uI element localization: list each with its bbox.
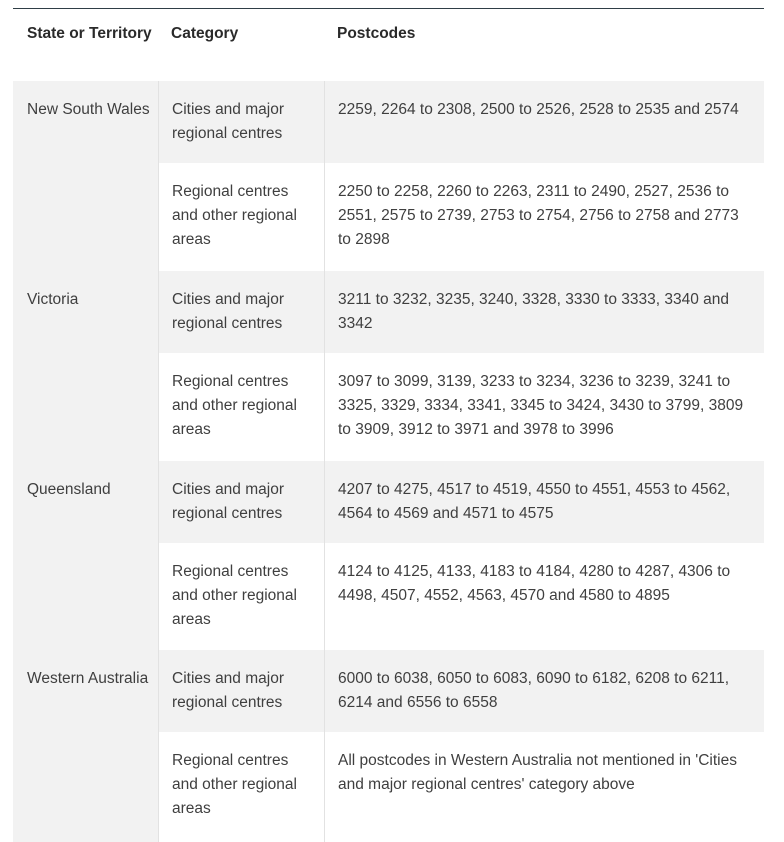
header-postcodes: Postcodes <box>337 25 416 42</box>
postcodes-cell: All postcodes in Western Australia not mentioned in 'Cities and major regional centres' category above <box>324 732 764 842</box>
postcodes-cell: 2259, 2264 to 2308, 2500 to 2526, 2528 to 2535 and 2574 <box>324 81 764 163</box>
category-cell: Regional centres and other regional areas <box>158 353 324 461</box>
postcodes-cell: 2250 to 2258, 2260 to 2263, 2311 to 2490, 2527, 2536 to 2551, 2575 to 2739, 2753 to 2754, 2756 to 2758 and 2773 to 2898 <box>324 163 764 271</box>
state-cell: Victoria <box>27 291 79 308</box>
state-cell: New South Wales <box>27 101 150 118</box>
table-row <box>158 81 764 163</box>
table-row <box>158 543 764 650</box>
category-cell: Cities and major regional centres <box>158 650 324 732</box>
state-group-wa <box>13 650 764 842</box>
table-row <box>158 732 764 842</box>
table-row <box>158 163 764 271</box>
category-cell: Regional centres and other regional areas <box>158 163 324 271</box>
category-cell: Cities and major regional centres <box>158 271 324 353</box>
category-cell: Regional centres and other regional areas <box>158 543 324 650</box>
postcode-table <box>13 8 764 842</box>
state-group-nsw <box>13 81 764 271</box>
header-category: Category <box>171 25 239 42</box>
category-cell: Cities and major regional centres <box>158 81 324 163</box>
postcodes-cell: 4207 to 4275, 4517 to 4519, 4550 to 4551, 4553 to 4562, 4564 to 4569 and 4571 to 4575 <box>324 461 764 543</box>
category-cell: Cities and major regional centres <box>158 461 324 543</box>
table-row <box>158 353 764 461</box>
table-row <box>158 271 764 353</box>
state-cell: Western Australia <box>27 670 149 687</box>
table-row <box>158 461 764 543</box>
postcodes-cell: 6000 to 6038, 6050 to 6083, 6090 to 6182, 6208 to 6211, 6214 and 6556 to 6558 <box>324 650 764 732</box>
state-group-qld <box>13 461 764 650</box>
table-header-row <box>13 9 764 81</box>
state-cell: Queensland <box>27 481 111 498</box>
table-row <box>158 650 764 732</box>
header-state: State or Territory <box>27 25 152 42</box>
state-group-vic <box>13 271 764 461</box>
postcodes-cell: 4124 to 4125, 4133, 4183 to 4184, 4280 to 4287, 4306 to 4498, 4507, 4552, 4563, 4570 and 4580 to 4895 <box>324 543 764 650</box>
postcodes-cell: 3211 to 3232, 3235, 3240, 3328, 3330 to 3333, 3340 and 3342 <box>324 271 764 353</box>
postcodes-cell: 3097 to 3099, 3139, 3233 to 3234, 3236 to 3239, 3241 to 3325, 3329, 3334, 3341, 3345 to 3424, 3430 to 3799, 3809 to 3909, 3912 to 3971 and 3978 to 3996 <box>324 353 764 461</box>
category-cell: Regional centres and other regional areas <box>158 732 324 842</box>
